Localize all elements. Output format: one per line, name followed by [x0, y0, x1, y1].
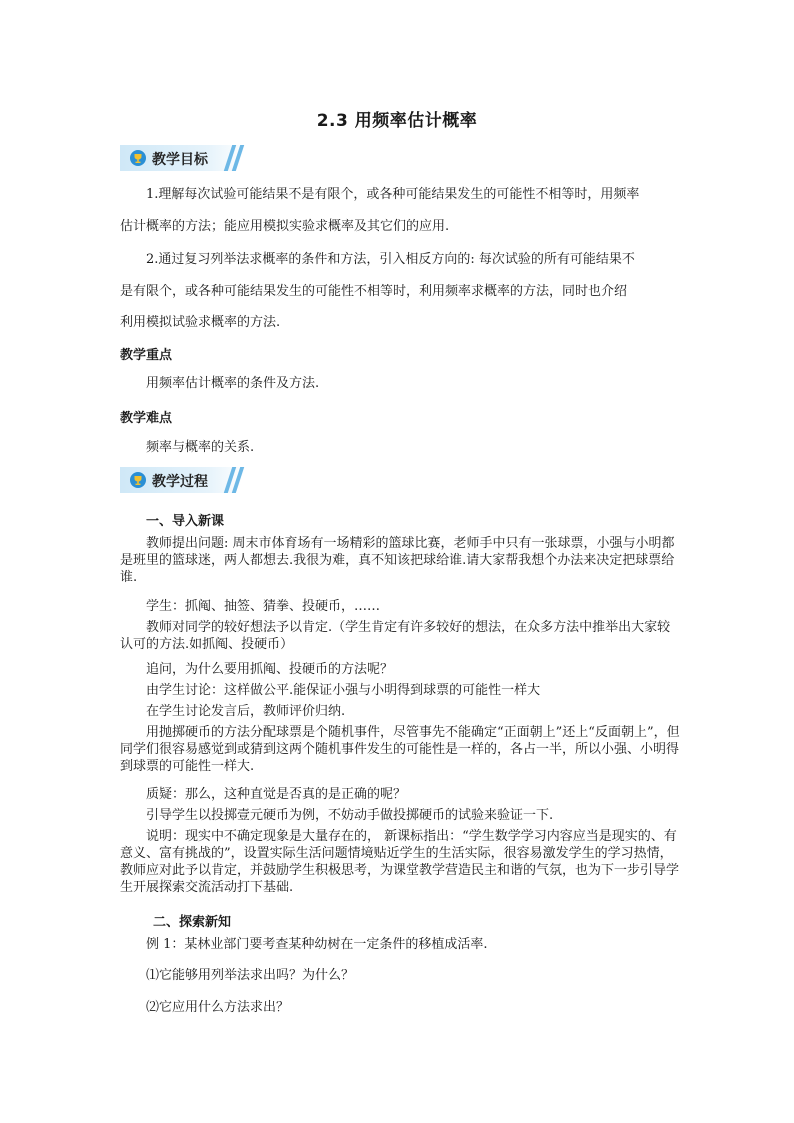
part1-paragraph: 在学生讨论发言后，教师评价归纳.: [146, 704, 346, 719]
question-1: ⑴它能够用列举法求出吗？为什么？: [146, 968, 355, 983]
objective-1-line-1: 1.理解每次试验可能结果不是有限个，或各种可能结果发生的可能性不相等时，用频率: [146, 187, 640, 202]
difficulty-text: 频率与概率的关系.: [146, 440, 255, 455]
part1-paragraph: 说明：现实中不确定现象是大量存在的， 新课标指出：“学生数学学习内容应当是现实的、有意义、富有挑战的”，设置实际生活问题情境贴近学生的生活实际，很容易激发学生的学习热情，教师应对此予以肯定，并鼓励学生积极思考，为课堂教学营造民主和谐的气氛，也为下一步引导学生开展探索交流活动打下基础.: [120, 829, 680, 895]
part1-paragraph: 教师对同学的较好想法予以肯定.（学生肯定有许多较好的想法，在众多方法中推举出大家较认可的方法.如抓阄、投硬币）: [120, 620, 671, 652]
question-2: ⑵它应用什么方法求出？: [146, 1000, 290, 1015]
key-point-heading: 教学重点: [120, 348, 173, 363]
part1-paragraph: 用抛掷硬币的方法分配球票是个随机事件，尽管事先不能确定“正面朝上”还上“反面朝上”，但同学们很容易感觉到或猜到这两个随机事件发生的可能性是一样的，各占一半，所以小强、小明得到球票的可能性一样大.: [120, 725, 680, 774]
part1-heading: 一、导入新课: [146, 514, 225, 529]
objective-2-line-2: 是有限个，或各种可能结果发生的可能性不相等时，利用频率求概率的方法，同时也介绍: [120, 284, 628, 299]
part1-paragraph: 追问，为什么要用抓阄、投硬币的方法呢？: [146, 662, 394, 677]
objective-2-line-1: 2.通过复习列举法求概率的条件和方法，引入相反方向的: 每次试验的所有可能结果不: [146, 252, 635, 267]
banner-label: 教学目标: [152, 152, 208, 168]
trophy-icon: [130, 150, 146, 166]
page-title: 2.3 用频率估计概率: [316, 111, 478, 131]
part1-paragraph: 引导学生以投掷壹元硬币为例，不妨动手做投掷硬币的试验来验证一下.: [146, 808, 554, 823]
banner-label: 教学过程: [152, 474, 208, 490]
trophy-icon: [130, 472, 146, 488]
section-banner-process: [120, 467, 246, 493]
objective-2-line-3: 利用模拟试验求概率的方法.: [120, 315, 281, 330]
example-1: 例 1：某林业部门要考查某种幼树在一定条件的移植成活率.: [146, 937, 488, 952]
part1-paragraph: 学生：抓阄、抽签、猜拳、投硬币，……: [146, 599, 381, 614]
key-point-text: 用频率估计概率的条件及方法.: [146, 376, 320, 391]
difficulty-heading: 教学难点: [120, 411, 173, 426]
part1-paragraph: 由学生讨论：这样做公平.能保证小强与小明得到球票的可能性一样大: [146, 683, 541, 698]
part1-paragraph: 质疑：那么，这种直觉是否真的是正确的呢？: [146, 787, 407, 802]
section-banner-objectives: [120, 145, 246, 171]
part2-heading: 二、探索新知: [153, 915, 232, 930]
objective-1-line-2: 估计概率的方法；能应用模拟实验求概率及其它们的应用.: [120, 219, 450, 234]
part1-paragraph: 教师提出问题: 周末市体育场有一场精彩的篮球比赛，老师手中只有一张球票，小强与小明都是班里的篮球迷，两人都想去.我很为难，真不知该把球给谁.请大家帮我想个办法来决定把球票给谁.: [120, 536, 675, 585]
